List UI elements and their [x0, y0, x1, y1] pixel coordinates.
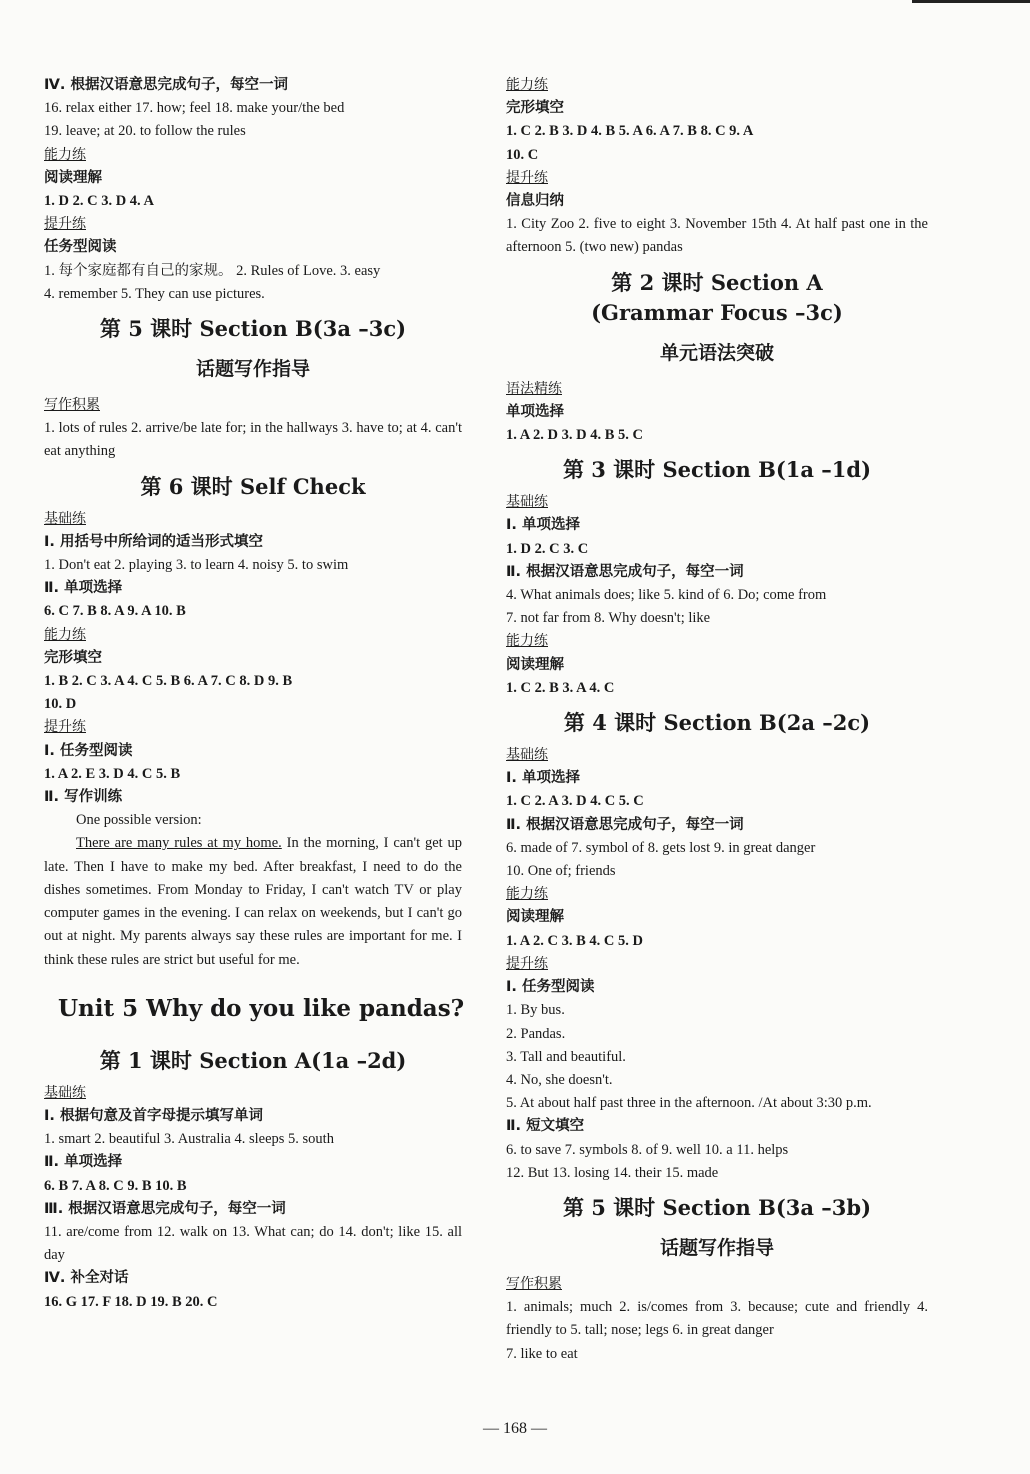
section-heading: Ⅳ. 补全对话: [44, 1270, 129, 1287]
section-heading: Ⅱ. 单项选择: [44, 580, 123, 597]
answer-line: 1. C 2. B 3. A 4. C: [506, 679, 615, 696]
practice-tag: 基础练: [506, 494, 548, 511]
section-heading: Ⅰ. 单项选择: [506, 517, 580, 534]
answer-line: 1. By bus.: [506, 1002, 565, 1019]
practice-tag: 提升练: [506, 955, 548, 972]
lesson-title: 第 6 课时 Self Check: [140, 473, 366, 499]
answer-line: 1. D 2. C 3. C: [506, 540, 589, 557]
answer-line: 1. animals; much 2. is/comes from 3. because; cute and friendly 4. friendly to 5. tall; nose; legs 6. in great danger: [506, 1299, 928, 1339]
lesson-title: 第 3 课时 Section B(1a –1d): [562, 457, 872, 483]
answer-line: 11. are/come from 12. walk on 13. What can; do 14. don't; like 15. all day: [44, 1223, 462, 1264]
section-heading: Ⅱ. 单项选择: [44, 1154, 123, 1171]
answer-line: 1. A 2. D 3. D 4. B 5. C: [506, 427, 643, 444]
practice-tag: 语法精练: [506, 380, 562, 397]
answer-line: 1. C 2. A 3. D 4. C 5. C: [506, 793, 644, 810]
practice-tag: 能力练: [506, 77, 548, 93]
answer-line: 1. B 2. C 3. A 4. C 5. B 6. A 7. C 8. D 9. B: [44, 673, 293, 690]
answer-line: 1. A 2. E 3. D 4. C 5. B: [44, 765, 181, 782]
practice-tag: 能力练: [506, 633, 548, 650]
section-heading: 任务型阅读: [44, 239, 117, 256]
practice-tag: 写作积累: [506, 1275, 562, 1292]
section-heading: 单项选择: [506, 403, 564, 420]
answer-line: 7. like to eat: [506, 1345, 578, 1362]
answer-line: 5. At about half past three in the afternoon. /At about 3:30 p.m.: [506, 1095, 872, 1112]
answer-line: 6. C 7. B 8. A 9. A 10. B: [44, 603, 186, 620]
lesson-subtitle: 话题写作指导: [659, 1236, 774, 1259]
top-rule: [912, 0, 1030, 3]
practice-tag: 能力练: [44, 626, 86, 643]
unit-title: Unit 5 Why do you like pandas?: [58, 994, 465, 1022]
practice-tag: 基础练: [44, 510, 86, 527]
section-heading: Ⅰ. 任务型阅读: [506, 979, 595, 996]
answer-line: 3. Tall and beautiful.: [506, 1048, 626, 1065]
answer-line: 1. D 2. C 3. D 4. A: [44, 193, 154, 210]
section-heading: 信息归纳: [506, 193, 564, 210]
lesson-title: 第 5 课时 Section B(3a –3c): [99, 316, 407, 342]
section-heading: Ⅰ. 单项选择: [506, 770, 580, 787]
lesson-title: 第 5 课时 Section B(3a –3b): [562, 1194, 872, 1220]
practice-tag: 提升练: [44, 719, 86, 736]
essay-underlined-sentence: There are many rules at my home.: [76, 835, 282, 852]
practice-tag: 提升练: [506, 169, 548, 186]
lesson-subtitle: 单元语法突破: [659, 341, 774, 364]
answer-line: 1. City Zoo 2. five to eight 3. November 15th 4. At half past one in the afternoon 5. (two new) pandas: [506, 216, 928, 256]
answer-line: 10. D: [44, 696, 77, 713]
practice-tag: 能力练: [506, 886, 548, 903]
section-heading: Ⅰ. 任务型阅读: [44, 742, 133, 759]
answer-line: 10. C: [506, 146, 539, 163]
answer-line: 7. not far from 8. Why doesn't; like: [506, 610, 711, 627]
practice-tag: 能力练: [44, 146, 86, 163]
section-heading: Ⅲ. 根据汉语意思完成句子，每空一词: [44, 1200, 286, 1217]
answer-line: 6. made of 7. symbol of 8. gets lost 9. in great danger: [506, 839, 816, 856]
section-heading: 阅读理解: [506, 909, 564, 926]
answer-line: 1. C 2. B 3. D 4. B 5. A 6. A 7. B 8. C 9. A: [506, 123, 754, 140]
answer-line: 16. G 17. F 18. D 19. B 20. C: [44, 1293, 218, 1310]
answer-line: 4. No, she doesn't.: [506, 1071, 613, 1088]
section-heading: 阅读理解: [506, 656, 564, 673]
answer-line: 12. But 13. losing 14. their 15. made: [506, 1164, 719, 1181]
section-heading: Ⅱ. 写作训练: [44, 789, 123, 806]
answer-line: 4. What animals does; like 5. kind of 6. Do; come from: [506, 587, 827, 604]
answer-line: 1. A 2. C 3. B 4. C 5. D: [506, 932, 643, 949]
section-heading: Ⅰ. 根据句意及首字母提示填写单词: [44, 1107, 263, 1124]
answer-line: 2. Pandas.: [506, 1025, 566, 1042]
answer-line: 6. to save 7. symbols 8. of 9. well 10. a 11. helps: [506, 1141, 789, 1158]
section-heading: Ⅳ. 根据汉语意思完成句子，每空一词: [44, 77, 288, 93]
answer-line: 6. B 7. A 8. C 9. B 10. B: [44, 1177, 187, 1194]
right-column: [506, 74, 928, 1366]
section-heading: Ⅱ. 短文填空: [506, 1118, 585, 1135]
page-number: — 168 —: [483, 1420, 547, 1437]
answer-line: 10. One of; friends: [506, 863, 616, 880]
lesson-title: 第 1 课时 Section A(1a –2d): [99, 1047, 407, 1073]
section-heading: Ⅱ. 根据汉语意思完成句子，每空一词: [506, 563, 744, 580]
essay-body: In the morning, I can't get up late. Then I have to make my bed. After breakfast, I need to do the dishes sometimes. From Monday to Friday, I can't watch TV or play computer games in the evening. I can relax on weekends, but I can't go out at night. My parents always say these rules are important for me. I think these rules are strict but useful for me.: [44, 835, 463, 968]
answer-line: 19. leave; at 20. to follow the rules: [44, 123, 246, 140]
section-heading: 阅读理解: [44, 169, 102, 186]
answer-line: 16. relax either 17. how; feel 18. make your/the bed: [44, 100, 345, 117]
section-heading: 完形填空: [506, 100, 564, 117]
answer-line: 1. 每个家庭都有自己的家规。 2. Rules of Love. 3. easy: [44, 262, 381, 279]
essay-intro: One possible version:: [76, 812, 202, 829]
section-heading: Ⅰ. 用括号中所给词的适当形式填空: [44, 533, 263, 550]
answer-line: 4. remember 5. They can use pictures.: [44, 285, 265, 302]
practice-tag: 基础练: [44, 1084, 86, 1101]
practice-tag: 写作积累: [44, 397, 100, 414]
section-heading: 完形填空: [44, 649, 102, 666]
lesson-title: 第 4 课时 Section B(2a –2c): [563, 710, 871, 736]
lesson-title-continued: (Grammar Focus –3c): [591, 299, 843, 325]
practice-tag: 提升练: [44, 216, 86, 233]
answer-line: 1. Don't eat 2. playing 3. to learn 4. noisy 5. to swim: [44, 557, 349, 574]
sample-essay: [44, 832, 462, 971]
left-column: [44, 74, 465, 1314]
answer-line: 1. smart 2. beautiful 3. Australia 4. sleeps 5. south: [44, 1131, 334, 1148]
lesson-subtitle: 话题写作指导: [195, 358, 310, 381]
lesson-title: 第 2 课时 Section A: [611, 269, 823, 295]
practice-tag: 基础练: [506, 747, 548, 764]
answer-line: 1. lots of rules 2. arrive/be late for; in the hallways 3. have to; at 4. can't eat anything: [44, 420, 462, 460]
section-heading: Ⅱ. 根据汉语意思完成句子，每空一词: [506, 816, 744, 833]
